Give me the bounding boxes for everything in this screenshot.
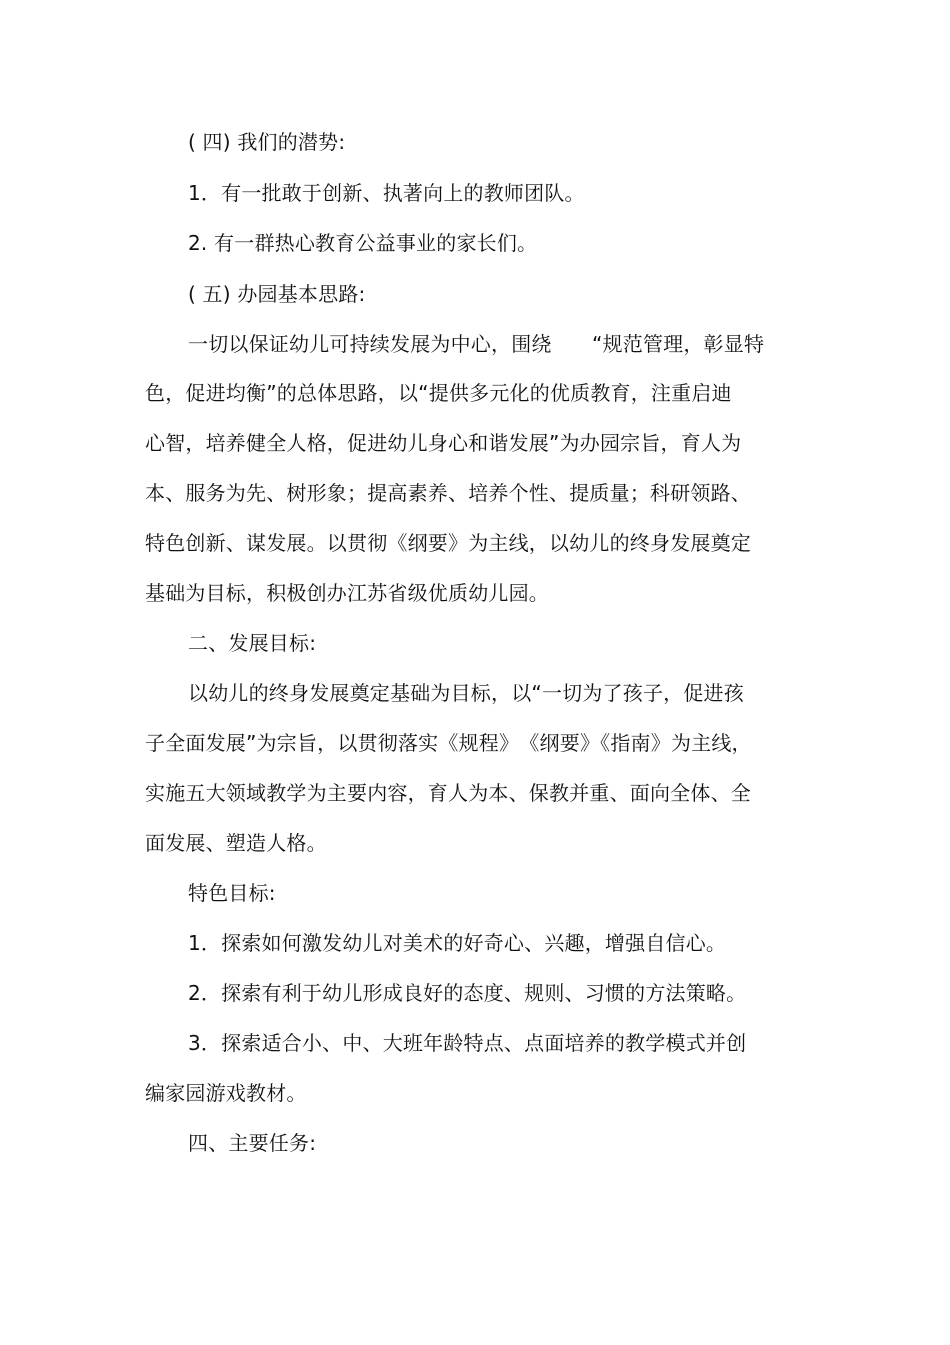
paragraph-line: 面发展、塑造人格。 bbox=[145, 831, 327, 855]
paragraph-line: 以幼儿的终身发展奠定基础为目标，以“一切为了孩子，促进孩 bbox=[188, 681, 744, 705]
list-item: 3．探索适合小、中、大班年龄特点、点面培养的教学模式并创 bbox=[188, 1031, 747, 1055]
paragraph-line: 本、服务为先、树形象；提高素养、培养个性、提质量；科研领路、 bbox=[145, 481, 751, 505]
paragraph-line: 心智，培养健全人格，促进幼儿身心和谐发展”为办园宗旨，育人为 bbox=[145, 431, 742, 455]
heading-development-goals: 二、发展目标: bbox=[188, 631, 317, 655]
heading-main-tasks: 四、主要任务: bbox=[188, 1131, 317, 1155]
list-item: 2．探索有利于幼儿形成良好的态度、规则、习惯的方法策略。 bbox=[188, 981, 747, 1005]
list-item: 1．有一批敢于创新、执著向上的教师团队。 bbox=[188, 181, 585, 205]
paragraph-line: 特色创新、谋发展。以贯彻《纲要》为主线，以幼儿的终身发展奠定 bbox=[145, 531, 751, 555]
heading-feature-goals: 特色目标: bbox=[188, 881, 276, 905]
paragraph-line: 子全面发展”为宗旨，以贯彻落实《规程》 《纲要》《指南》为主线， bbox=[145, 731, 752, 755]
list-item: 2. 有一群热心教育公益事业的家长们。 bbox=[188, 231, 538, 255]
paragraph-line: 一切以保证幼儿可持续发展为中心，围绕 “规范管理，彰显特 bbox=[188, 332, 765, 356]
heading-potential: ( 四) 我们的潜势: bbox=[188, 130, 346, 154]
paragraph-line: 基础为目标，积极创办江苏省级优质幼儿园。 bbox=[145, 581, 549, 605]
paragraph-line: 实施五大领域教学为主要内容，育人为本、保教并重、面向全体、全 bbox=[145, 781, 751, 805]
list-item: 1．探索如何激发幼儿对美术的好奇心、兴趣，增强自信心。 bbox=[188, 931, 727, 955]
heading-basic-approach: ( 五) 办园基本思路: bbox=[188, 282, 366, 306]
paragraph-line: 色，促进均衡”的总体思路，以“提供多元化的优质教育，注重启迪 bbox=[145, 381, 732, 405]
list-item-continuation: 编家园游戏教材。 bbox=[145, 1081, 307, 1105]
